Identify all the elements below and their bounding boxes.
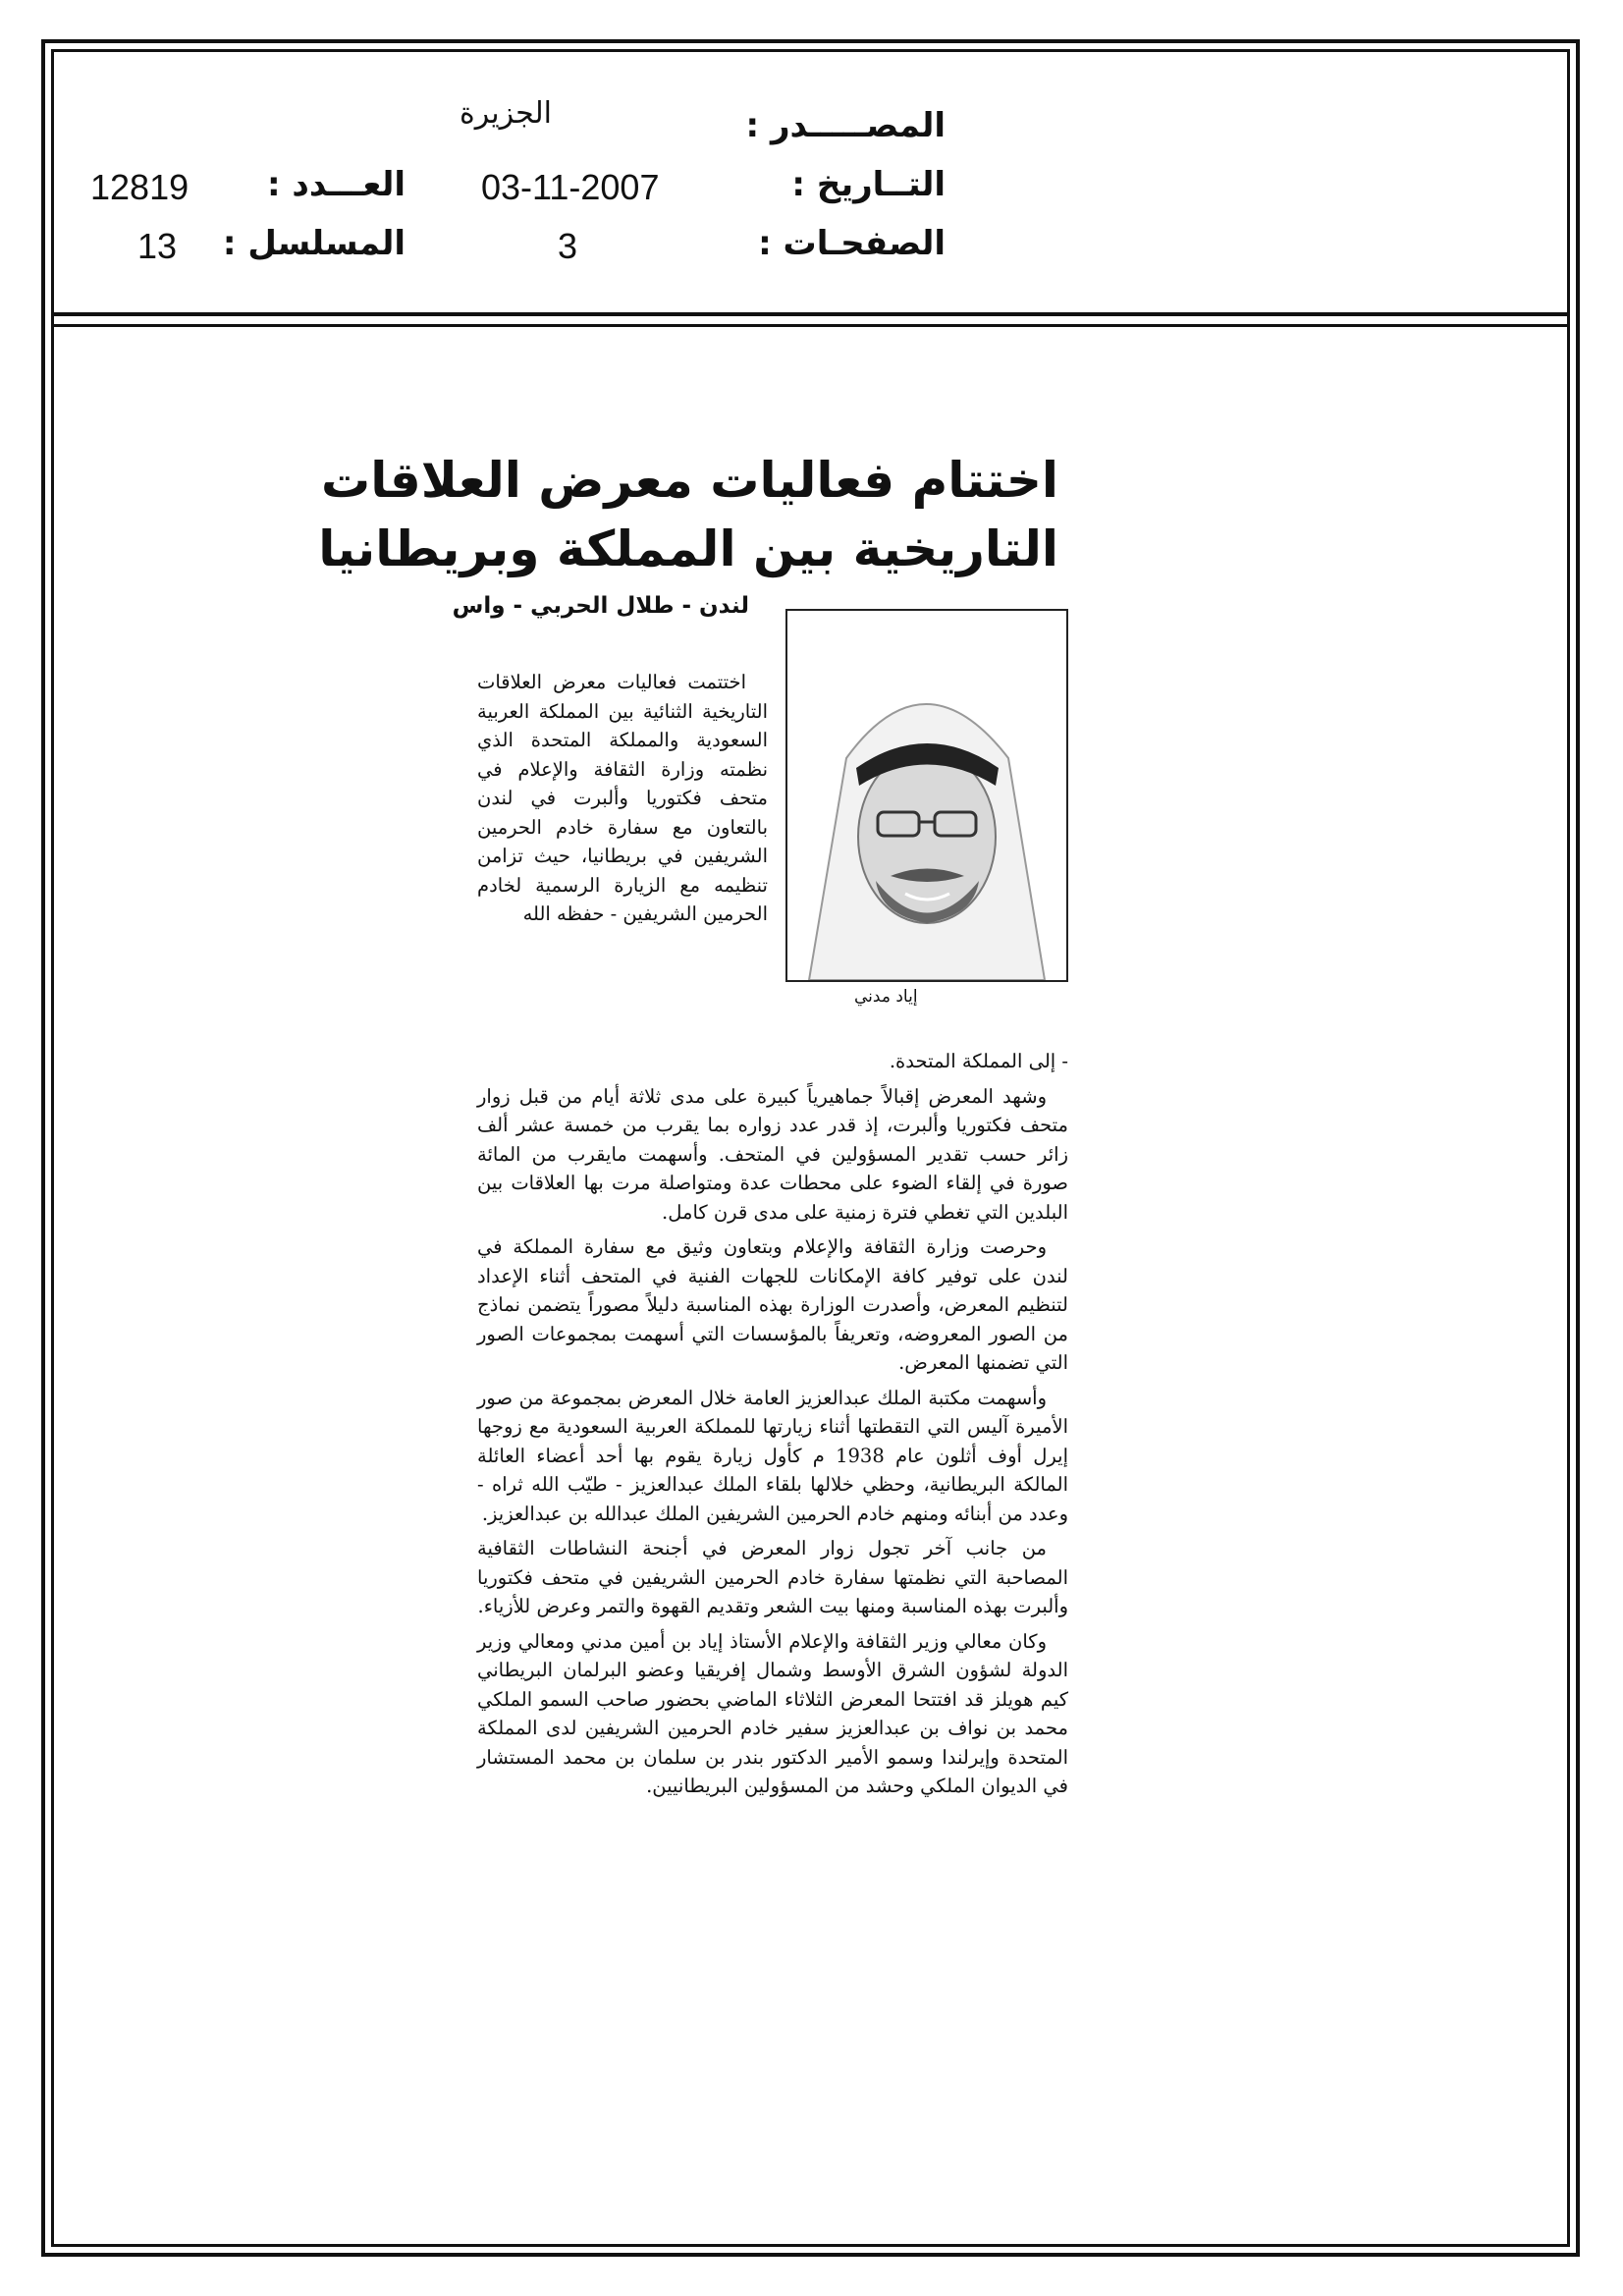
issue-value: 12819: [90, 167, 189, 207]
byline: لندن - طلال الحربي - واس: [452, 593, 749, 619]
serial-value: 13: [137, 226, 178, 266]
source-label: المصـــــدر :: [745, 106, 946, 145]
pages-label: الصفحـات :: [758, 224, 946, 263]
body-paragraph: وكان معالي وزير الثقافة والإعلام الأستاذ إياد بن أمين مدني ومعالي وزير الدولة لشؤون الشرق الأوسط وشمال إفريقيا وعضو البرلمان البريطاني كيم هويلز قد افتتحا المعرض الثلاثاء الماضي بحضور صاحب السمو الملكي محمد بن نواف بن عبدالعزيز سفير خادم الحرمين الشريفين لدى المملكة المتحدة وإيرلندا وسمو الأمير الدكتور بندر بن سلمان بن محمد المستشار في الديوان الملكي وحشد من المسؤولين البريطانيين.: [477, 1629, 1068, 1797]
lead-continued: - إلى المملكة المتحدة.: [889, 1050, 1068, 1072]
body-paragraph: وحرصت وزارة الثقافة والإعلام وبتعاون وثيق مع سفارة المملكة في لندن على توفير كافة الإمكانات للجهات الفنية في المتحف أثناء الإعداد لتنظيم المعرض، وأصدرت الوزارة بهذه المناسبة دليلاً مصوراً يتضمن نماذج من الصور المعروضه، وتعريفاً بالمؤسسات التي أسهمت بمجموعات الصور التي تضمنها المعرض.: [477, 1235, 1068, 1374]
article-title-line-2: التاريخية بين المملكة وبريطانيا: [318, 520, 1058, 577]
body-paragraph: وأسهمت مكتبة الملك عبدالعزيز العامة خلال المعرض بمجموعة من صور الأميرة آليس التي التقطتها أثناء زيارتها للمملكة العربية السعودية مع زوجها إيرل أوف أثلون عام 1938 م كأول زيارة يقوم بها أحد أعضاء العائلة المالكة البريطانية، وحظي خلالها بلقاء الملك عبدالعزيز - طيّب الله ثراه - وعدد من أبنائه ومنهم خادم الحرمين الشريفين الملك عبدالله بن عبدالعزيز.: [477, 1386, 1069, 1525]
portrait-photo: [785, 609, 1068, 982]
header-divider-inner: [51, 324, 1570, 327]
date-value: 03-11-2007: [481, 167, 660, 207]
issue-label: العـــدد :: [267, 165, 406, 204]
serial-label: المسلسل :: [222, 224, 406, 263]
pages-value: 3: [558, 226, 578, 266]
lead-paragraph: [477, 668, 768, 929]
source-value: الجزيرة: [460, 96, 553, 131]
lead-text: اختتمت فعاليات معرض العلاقات التاريخية الثنائية بين المملكة العربية السعودية والمملكة المتحدة الذي نظمته وزارة الثقافة والإعلام في متحف فكتوريا وألبرت في لندن بالتعاون مع سفارة خادم الحرمين الشريفين في بريطانيا، حيث تزامن تنظيمه مع الزيارة الرسمية لخادم الحرمين الشريفين - حفظه الله: [477, 671, 768, 925]
photo-caption: إياد مدني: [854, 987, 918, 1007]
body-paragraph: من جانب آخر تجول زوار المعرض في أجنحة النشاطات الثقافية المصاحبة التي نظمتها سفارة خادم الحرمين الشريفين في متحف فكتوريا وألبرت بهذه المناسبة ومنها بيت الشعر وتقديم القهوة والتمر وعرض للأزياء.: [477, 1537, 1068, 1617]
article-title-line-1: اختتام فعاليات معرض العلاقات: [321, 452, 1058, 509]
date-label: التــاريخ :: [791, 165, 946, 204]
header-divider: [51, 312, 1570, 316]
body-paragraph: وشهد المعرض إقبالاً جماهيرياً كبيرة على مدى ثلاثة أيام من قبل زوار متحف فكتوريا وألبرت، إذ قدر عدد زواره بما يقرب من خمسة عشر ألف زائر حسب تقدير المسؤولين في المتحف. وأسهمت مايقرب من المائة صورة في إلقاء الضوء على محطات عدة ومتواصلة مرت بها العلاقات بين البلدين التي تغطي فترة زمنية على مدى قرن كامل.: [477, 1084, 1068, 1224]
article-body: [477, 1047, 1068, 1801]
